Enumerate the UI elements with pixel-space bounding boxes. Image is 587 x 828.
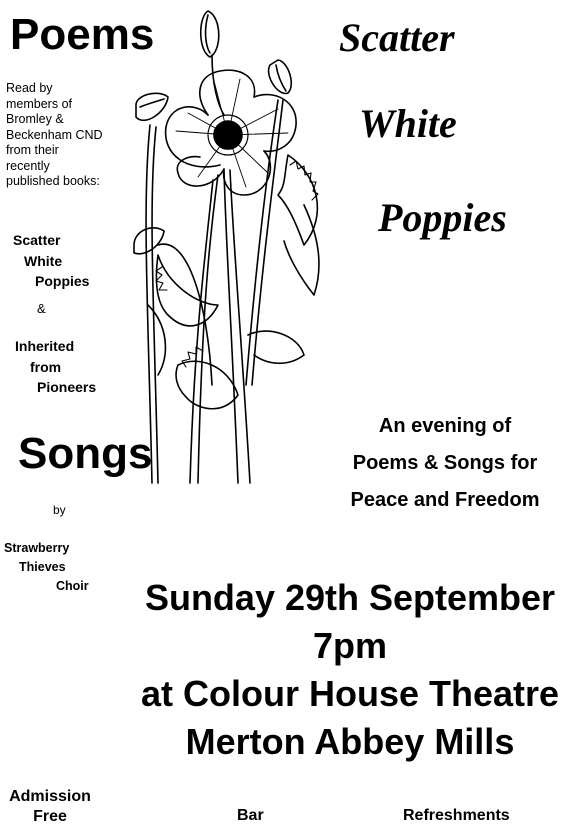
admission-line: Free [33, 808, 67, 825]
event-time: 7pm [312, 625, 388, 666]
read-by-line: members of [6, 96, 72, 111]
book-title-line: White [24, 252, 63, 269]
read-by-line: from their [6, 143, 59, 157]
read-by-line: published books: [6, 174, 100, 188]
read-by-line: Beckenham CND [6, 127, 103, 142]
evening-line: Peace and Freedom [350, 489, 540, 511]
poems-heading: Poems [10, 10, 155, 59]
choir-line: Strawberry [4, 541, 70, 555]
title-word: Poppies [378, 195, 507, 240]
book-title-line: Inherited [15, 338, 75, 354]
choir-line: Choir [56, 579, 89, 593]
book-title-2 [15, 336, 96, 398]
book-title-1 [13, 230, 89, 292]
event-date: Sunday 29th September [144, 577, 556, 618]
event-venue: at Colour House Theatre [140, 673, 560, 714]
choir-line: Thieves [19, 560, 66, 574]
evening-line: Poems & Songs for [352, 452, 538, 474]
refreshments-label: Refreshments [403, 807, 510, 824]
title-word: White [359, 101, 457, 146]
bar-label: Bar [237, 807, 264, 824]
evening-description [305, 408, 585, 519]
book-title-line: from [30, 358, 62, 375]
ampersand: & [37, 301, 46, 316]
event-location: Merton Abbey Mills [185, 721, 515, 762]
event-details [110, 574, 587, 766]
read-by-note [6, 81, 103, 190]
choir-name [4, 539, 89, 596]
read-by-line: Read by [6, 81, 53, 95]
songs-heading: Songs [18, 429, 153, 478]
read-by-line: recently [6, 158, 50, 173]
book-title-line: Poppies [35, 273, 90, 289]
evening-line: An evening of [378, 415, 512, 437]
by-label: by [53, 503, 66, 517]
title-word: Scatter [339, 15, 455, 60]
admission-info [4, 787, 96, 827]
book-title-line: Pioneers [37, 379, 97, 395]
read-by-line: Bromley & [6, 112, 64, 126]
admission-line: Admission [9, 788, 91, 805]
book-title-line: Scatter [13, 232, 61, 248]
